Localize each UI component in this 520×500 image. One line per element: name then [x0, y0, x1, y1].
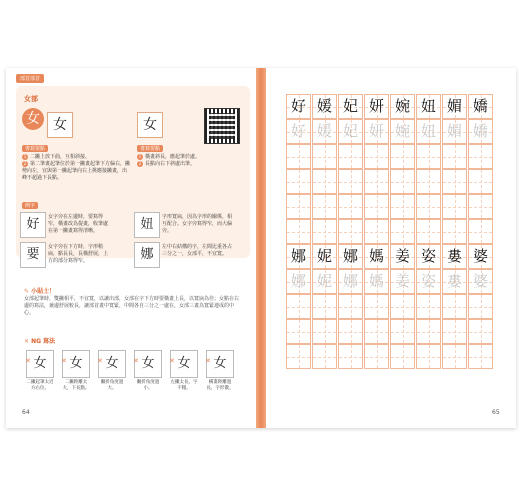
ng-caption-6: 橫畫距離過長，字形散。 [206, 380, 234, 391]
ng-item-4 [134, 350, 162, 392]
ng-caption-2: 二撇距離太大，下長點。 [62, 380, 90, 391]
trace-char: 娜 [290, 272, 306, 290]
note-right-2: 長點向右下斜處出筆。 [145, 161, 196, 167]
grid-cell [390, 194, 415, 219]
grid-cell [390, 219, 415, 244]
grid-cell [442, 319, 467, 344]
grid-cell [286, 169, 311, 194]
grid-cell [468, 144, 493, 169]
ng-item-3 [98, 350, 126, 392]
label-right: 書寫要點 [137, 145, 163, 152]
grid-cell [286, 144, 311, 169]
model-char: 妮 [316, 247, 332, 265]
ng-caption-1: 二撇起筆太近方右位。 [26, 380, 54, 391]
grid-cell [442, 169, 467, 194]
trace-char: 婆 [472, 272, 488, 290]
grid-cell [312, 319, 337, 344]
book-spine [256, 68, 266, 428]
example-text-2: 字形寬扁，因為字形的關係，相互配合。女字旁寫得窄，而大偏旁。 [162, 214, 233, 234]
grid-cell [390, 144, 415, 169]
grid-cell [312, 194, 337, 219]
grid-cell [338, 344, 363, 369]
grid-cell [364, 294, 389, 319]
grid-cell [468, 319, 493, 344]
grid-cell [338, 294, 363, 319]
grid-cell [364, 194, 389, 219]
cross-icon: ✕ [24, 338, 30, 345]
model-char: 妍 [368, 97, 384, 115]
model-char: 娜 [342, 247, 358, 265]
ng-caption-4: 撇折角度過小。 [136, 380, 160, 391]
grid-cell [364, 169, 389, 194]
note-left-2: 第二筆畫起筆位於第一撇畫起筆下方偏右，撇勢向左，宜與第一撇起筆向右上挑應接撇畫，出峰不超過下長點。 [22, 161, 131, 181]
grid-cell [338, 169, 363, 194]
trace-char: 妃 [342, 122, 358, 140]
grid-cell [442, 194, 467, 219]
trace-char: 姿 [420, 272, 436, 290]
grid-cell [416, 169, 441, 194]
trace-char: 婉 [394, 122, 410, 140]
grid-cell [390, 319, 415, 344]
model-char: 娜 [290, 247, 306, 265]
cross-mark-icon: ✕ [133, 357, 139, 365]
grid-cell [442, 144, 467, 169]
model-char: 婆 [472, 247, 488, 265]
section-tag: 部首部首 [16, 74, 44, 83]
grid-cell [416, 294, 441, 319]
grid-cell [416, 344, 441, 369]
model-char: 妃 [342, 97, 358, 115]
example-glyph-2: 妞 [134, 212, 160, 238]
grid-cell [416, 219, 441, 244]
trace-char: 嬌 [472, 122, 488, 140]
trace-char: 媚 [446, 122, 462, 140]
grid-cell [364, 319, 389, 344]
trace-char: 娜 [342, 272, 358, 290]
example-text-1: 女字旁在左邊時，要寫得窄，橫畫改為提畫，收筆處在第一撇畫寫得清晰。 [48, 214, 109, 234]
grid-cell [312, 169, 337, 194]
grid-cell [416, 194, 441, 219]
cross-mark-icon: ✕ [61, 357, 67, 365]
grid-cell [312, 219, 337, 244]
grid-cell [390, 169, 415, 194]
grid-cell [312, 344, 337, 369]
grid-cell [286, 219, 311, 244]
grid-cell [312, 144, 337, 169]
grid-cell [364, 219, 389, 244]
grid-cell [468, 219, 493, 244]
cross-mark-icon: ✕ [169, 357, 175, 365]
trace-char: 好 [290, 122, 306, 140]
radical-glyph-1: 女 [47, 112, 73, 138]
grid-cell [286, 194, 311, 219]
trace-char: 妞 [420, 122, 436, 140]
example-glyph-3: 要 [20, 242, 46, 268]
radical-glyph-2: 女 [137, 112, 163, 138]
note-left: 1 二撇上放下曲，互相斜接。 2 第二筆畫起筆位於第一撇畫起筆下方偏右，撇勢向左，宜與第一撇起筆向右上挑應接撇畫，出峰不超過下長點。 [22, 154, 131, 181]
note-left-1: 二撇上放下曲，互相斜接。 [30, 154, 91, 160]
radical-title: 女部 [24, 95, 38, 103]
examples-tag: 例字 [22, 202, 38, 209]
grid-cell [416, 144, 441, 169]
trace-char: 婁 [446, 272, 462, 290]
grid-cell [364, 344, 389, 369]
cross-mark-icon: ✕ [25, 357, 31, 365]
grid-cell [468, 194, 493, 219]
tips-title-text: 小貼士！ [31, 288, 56, 295]
model-char: 媚 [446, 97, 462, 115]
ng-glyph-1: ✕ 女 [26, 350, 54, 378]
example-text-4: 左中右結構的字，左間比重各占三分之一，女部平，不宜寬。 [162, 244, 233, 257]
trace-char: 媽 [368, 272, 384, 290]
model-char: 媽 [368, 247, 384, 265]
grid-cell [338, 219, 363, 244]
grid-cell [468, 294, 493, 319]
tips-body: 女部起筆時，雙撇相平，不宜寬，以讓出部，女部在字下方時要橫畫上長，以寬扁為佳；女點在右邊的寫法，兼邊舒展較長，讓部首畫中寬緊，中間各自三分之一處在，女部三畫為寬緊連成的中心。 [24, 296, 240, 316]
grid-cell [312, 294, 337, 319]
grid-cell [390, 344, 415, 369]
grid-cell [442, 219, 467, 244]
note-right-1: 橫畫斜長，應起筆於處。 [145, 154, 201, 160]
cross-mark-icon: ✕ [97, 357, 103, 365]
practice-grid [286, 94, 494, 370]
example-glyph-4: 娜 [134, 242, 160, 268]
tips-title [24, 286, 55, 295]
page-number-left: 64 [22, 409, 30, 416]
note-right: 1 橫畫斜長，應起筆於處。 2 長點向右下斜處出筆。 [138, 154, 201, 167]
grid-cell [390, 294, 415, 319]
model-char: 姜 [394, 247, 410, 265]
model-char: 好 [290, 97, 306, 115]
grid-cell [286, 294, 311, 319]
trace-char: 媛 [316, 122, 332, 140]
ng-glyph-5: ✕ 女 [170, 350, 198, 378]
ng-title [24, 336, 55, 345]
ng-title-text: NG 寫法 [31, 338, 56, 345]
grid-cell [468, 344, 493, 369]
trace-char: 姜 [394, 272, 410, 290]
ng-item-2 [62, 350, 90, 392]
grid-cell [364, 144, 389, 169]
grid-cell [338, 144, 363, 169]
model-char: 媛 [316, 97, 332, 115]
grid-cell [286, 319, 311, 344]
grid-cell [338, 194, 363, 219]
pencil-icon: ✎ [24, 288, 30, 295]
ng-item-5 [170, 350, 198, 392]
model-char: 嬌 [472, 97, 488, 115]
grid-cell [286, 344, 311, 369]
grid-cell [442, 344, 467, 369]
grid-cell [416, 319, 441, 344]
model-char: 婉 [394, 97, 410, 115]
ng-glyph-2: ✕ 女 [62, 350, 90, 378]
grid-cell [338, 319, 363, 344]
model-char: 婁 [446, 247, 462, 265]
model-char: 姿 [420, 247, 436, 265]
qr-code-icon[interactable] [204, 108, 240, 144]
trace-char: 妮 [316, 272, 332, 290]
ng-caption-5: 左撇太長，字不穩。 [170, 380, 198, 391]
ng-glyph-3: ✕ 女 [98, 350, 126, 378]
radical-circle-icon: 女 [22, 108, 44, 130]
cross-mark-icon: ✕ [205, 357, 211, 365]
ng-item-1 [26, 350, 54, 392]
ng-glyph-4: ✕ 女 [134, 350, 162, 378]
example-glyph-1: 好 [20, 212, 46, 238]
grid-cell [442, 294, 467, 319]
model-char: 妞 [420, 97, 436, 115]
ng-item-6 [206, 350, 234, 392]
page-number-right: 65 [492, 409, 500, 416]
label-left: 書寫要點 [22, 145, 48, 152]
ng-glyph-6: ✕ 女 [206, 350, 234, 378]
grid-cell [468, 169, 493, 194]
example-text-3: 女字旁在下方時，字形稍扁，點長長，長橫舒展，上方的部分寫得窄。 [48, 244, 109, 264]
trace-char: 妍 [368, 122, 384, 140]
ng-caption-3: 撇折角度過大。 [100, 380, 124, 391]
